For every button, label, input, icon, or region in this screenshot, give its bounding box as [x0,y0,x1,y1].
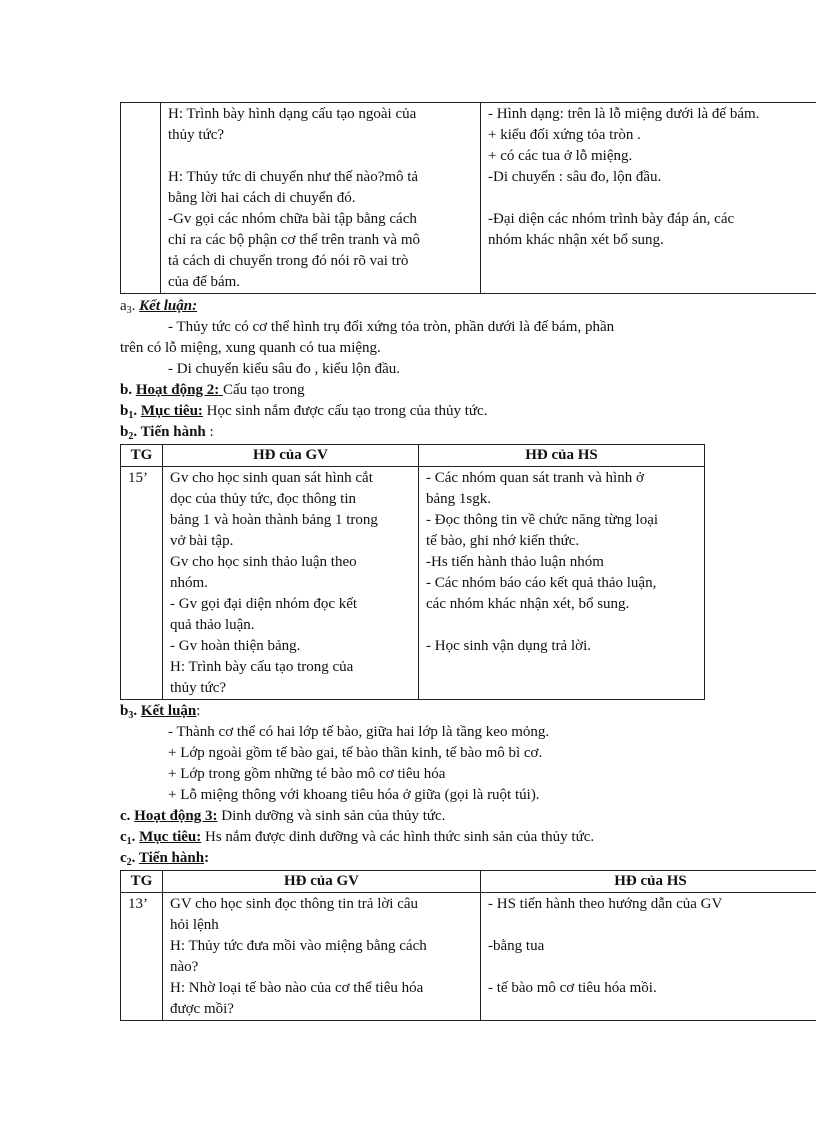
hs-line: -Hs tiến hành thảo luận nhóm [426,554,604,570]
header-tg: TG [121,871,163,893]
tg-cell [121,103,161,294]
tg-cell: 15’ [121,467,163,700]
tg-cell: 13’ [121,893,163,1021]
hs-line: tế bào, ghi nhớ kiến thức. [426,533,580,549]
hs-line [488,915,813,936]
a3-line: - Thủy tức có cơ thể hình trụ đối xứng tỏa tròn, phần dưới là đế bám, phần [168,319,615,335]
gv-line: H: Thủy tức di chuyển như thế nào?mô tả [168,169,419,185]
gv-line: bảng 1 và hoàn thành bảng 1 trong [170,512,378,528]
section-b-title: Hoạt động 2: [135,382,223,398]
gv-cell [163,893,481,1021]
c2-title: Tiến hành [138,850,205,866]
hs-line: - tế bào mô cơ tiêu hóa mồi. [488,980,657,996]
b3-line: + Lớp ngoài gồm tế bào gai, tế bào thần kinh, tế bào mô bì cơ. [168,745,543,761]
gv-line: H: Nhờ loại tế bào nào của cơ thể tiêu hóa [170,980,424,996]
activity-table-3 [120,870,816,1021]
gv-line: vở bài tập. [170,533,234,549]
hs-line: các nhóm khác nhận xét, bổ sung. [426,596,630,612]
hs-line: bảng 1sgk. [426,491,491,507]
header-gv: HĐ của GV [163,871,481,893]
section-b-heading: b. Hoạt động 2: Cấu tạo trong [120,382,305,398]
b1-title: Mục tiêu: [140,403,203,419]
b3-line: + Lỗ miệng thông với khoang tiêu hóa ở giữa (gọi là ruột túi). [168,787,540,803]
b3-line: + Lớp trong gồm những té bào mô cơ tiêu hóa [168,766,446,782]
hs-line [488,188,813,209]
gv-line: nhóm. [170,575,208,591]
activity-table-1 [120,102,816,294]
gv-line: H: Thủy tức đưa mồi vào miệng bằng cách [170,938,427,954]
hs-line: + có các tua ở lỗ miệng. [488,148,633,164]
c1-heading: $c_1$. Mục tiêu: Hs nắm được dinh dưỡng và các hình thức sinh sản của thủy tức. [120,829,595,847]
a3-title: Kết luận: [139,298,198,314]
hs-line: - Học sinh vận dụng trả lời. [426,638,591,654]
activity-table-2 [120,444,705,700]
gv-line: GV cho học sinh đọc thông tin trả lời câu [170,896,419,912]
hs-cell [481,103,816,294]
header-hs: HĐ của HS [419,445,705,467]
gv-line: tả cách di chuyển trong đó nói rõ vai trò [168,253,409,269]
gv-line: quả thảo luận. [170,617,255,633]
hs-line: -bằng tua [488,938,545,954]
hs-cell [419,467,705,700]
hs-line: - HS tiến hành theo hướng dẫn của GV [488,896,723,912]
gv-line: thủy tức? [168,127,225,143]
hs-line [488,957,813,978]
header-tg: TG [121,445,163,467]
gv-cell [161,103,481,294]
hs-line: -Đại diện các nhóm trình bày đáp án, các [488,211,735,227]
a3-line: trên có lỗ miệng, xung quanh có tua miệng. [120,340,381,356]
gv-line: bằng lời hai cách di chuyển đó. [168,190,356,206]
b3-heading: $b_3$. Kết luận: [120,703,201,721]
b2-heading: $b_2$. Tiến hành : [120,424,214,442]
hs-line: - Hình dạng: trên là lỗ miệng dưới là đế bám. [488,106,760,122]
hs-line: -Di chuyển : sâu đo, lộn đầu. [488,169,662,185]
gv-line: được mồi? [170,1001,234,1017]
section-c-heading: c. Hoạt động 3: Dinh dưỡng và sinh sản của thủy tức. [120,808,446,824]
header-gv: HĐ của GV [163,445,419,467]
hs-line [426,615,697,636]
header-hs: HĐ của HS [481,871,816,893]
gv-line: dọc của thủy tức, đọc thông tin [170,491,357,507]
gv-line: -Gv gọi các nhóm chữa bài tập bằng cách [168,211,417,227]
gv-cell [163,467,419,700]
gv-line: Gv cho học sinh thảo luận theo [170,554,357,570]
hs-line: - Các nhóm báo cáo kết quả thảo luận, [426,575,657,591]
b2-title: Tiến hành [140,424,206,440]
hs-line: - Các nhóm quan sát tranh và hình ở [426,470,644,486]
c1-title: Mục tiêu: [139,829,202,845]
gv-line: H: Trình bày cấu tạo trong của [170,659,354,675]
a3-heading: $a_3$. Kết luận: [120,298,198,316]
gv-line: của đế bám. [168,274,241,290]
b3-line: - Thành cơ thể có hai lớp tế bào, giữa hai lớp là tầng keo mỏng. [168,724,550,740]
gv-line [168,146,473,167]
hs-line: - Đọc thông tin về chức năng từng loại [426,512,659,528]
gv-line: nào? [170,959,199,975]
gv-line: - Gv hoàn thiện bảng. [170,638,301,654]
gv-line: hỏi lệnh [170,917,219,933]
hs-line: nhóm khác nhận xét bổ sung. [488,232,664,248]
a3-line: - Di chuyển kiểu sâu đo , kiểu lộn đầu. [168,361,401,377]
hs-cell [481,893,816,1021]
gv-line: chỉ ra các bộ phận cơ thể trên tranh và mô [168,232,420,248]
gv-line: Gv cho học sinh quan sát hình cắt [170,470,373,486]
gv-line: H: Trình bày hình dạng cấu tạo ngoài của [168,106,417,122]
c2-heading: $c_2$. Tiến hành: [120,850,210,868]
section-c-title: Hoạt động 3: [134,808,218,824]
gv-line: thủy tức? [170,680,227,696]
b1-heading: $b_1$. Mục tiêu: Học sinh nắm được cấu tạo trong của thủy tức. [120,403,488,421]
hs-line: + kiểu đối xứng tỏa tròn . [488,127,641,143]
gv-line: - Gv gọi đại diện nhóm đọc kết [170,596,358,612]
b3-title: Kết luận [140,703,197,719]
